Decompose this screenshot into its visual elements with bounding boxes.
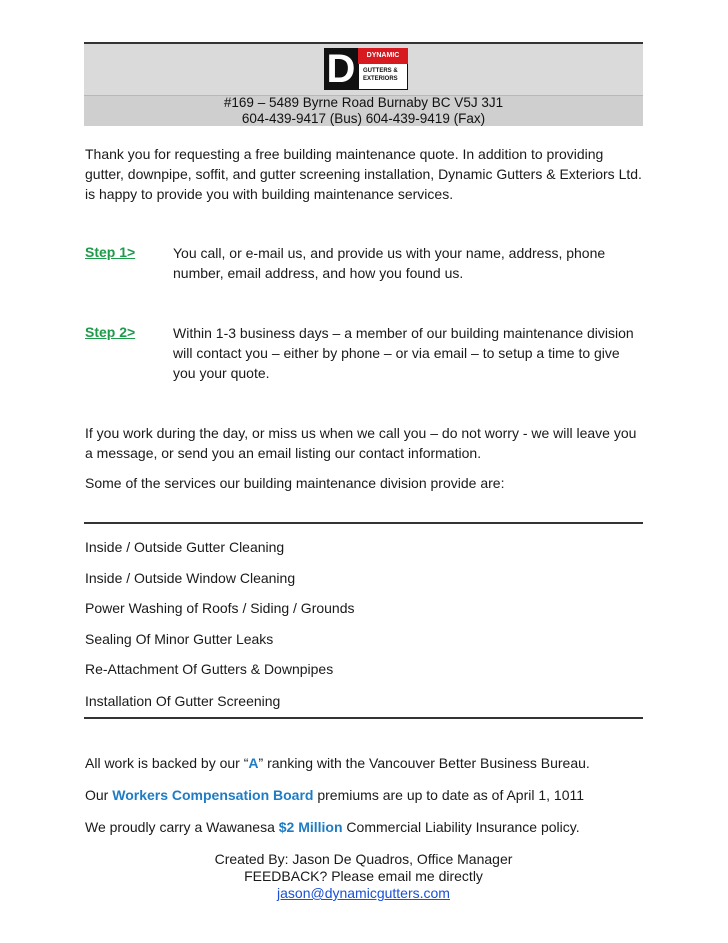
wcb-statement: Our Workers Compensation Board premiums are up to date as of April 1, 1011 [85, 787, 585, 803]
footer-feedback: FEEDBACK? Please email me directly [244, 868, 483, 884]
bbb-rating: A [248, 755, 259, 771]
list-item: Sealing Of Minor Gutter Leaks [85, 631, 274, 647]
list-item: Re-Attachment Of Gutters & Downpipes [85, 661, 334, 677]
step-2-text: Within 1-3 business days – a member of our building maintenance division will contact you – either by phone – or via email – to setup a time to give you your quote. [173, 325, 634, 381]
insurance-highlight: $2 Million [278, 819, 343, 835]
bbb-statement: All work is backed by our “A” ranking with the Vancouver Better Business Bureau. [85, 755, 590, 771]
note-paragraph: If you work during the day, or miss us when we call you – do not worry - we will leave you a message, or send you an email listing our contact information. [85, 425, 637, 461]
address-line: #169 – 5489 Byrne Road Burnaby BC V5J 3J1 [223, 95, 504, 110]
logo-letter: D [324, 48, 358, 90]
list-item: Power Washing of Roofs / Siding / Grounds [85, 600, 355, 616]
wcb-highlight: Workers Compensation Board [112, 787, 314, 803]
list-item: Inside / Outside Gutter Cleaning [85, 539, 285, 555]
logo-top-text: DYNAMIC [358, 48, 408, 64]
intro-paragraph: Thank you for requesting a free building maintenance quote. In addition to providing gutter, downpipe, soffit, and gutter screening installation, Dynamic Gutters & Exteriors Ltd. is happy to provide you with building maintenance services. [85, 146, 642, 202]
footer-created-by: Created By: Jason De Quadros, Office Manager [214, 851, 513, 867]
step-1-text: You call, or e-mail us, and provide us with your name, address, phone number, email address, and how you found us. [173, 245, 606, 281]
list-item: Installation Of Gutter Screening [85, 693, 281, 709]
step-2-label: Step 2> [85, 324, 136, 340]
insurance-statement: We proudly carry a Wawanesa $2 Million Commercial Liability Insurance policy. [85, 819, 580, 835]
footer-email-link[interactable]: jason@dynamicgutters.com [277, 885, 450, 901]
letterhead [84, 42, 643, 125]
list-item: Inside / Outside Window Cleaning [85, 570, 296, 586]
step-1-label: Step 1> [85, 244, 136, 260]
services-intro: Some of the services our building maintenance division provide are: [85, 475, 505, 491]
logo-bottom-line1: GUTTERS & [363, 68, 398, 74]
logo-bottom-line2: EXTERIORS [363, 76, 398, 82]
services-list [84, 522, 643, 719]
phone-line: 604-439-9417 (Bus) 604-439-9419 (Fax) [241, 111, 486, 126]
company-logo [324, 48, 408, 90]
